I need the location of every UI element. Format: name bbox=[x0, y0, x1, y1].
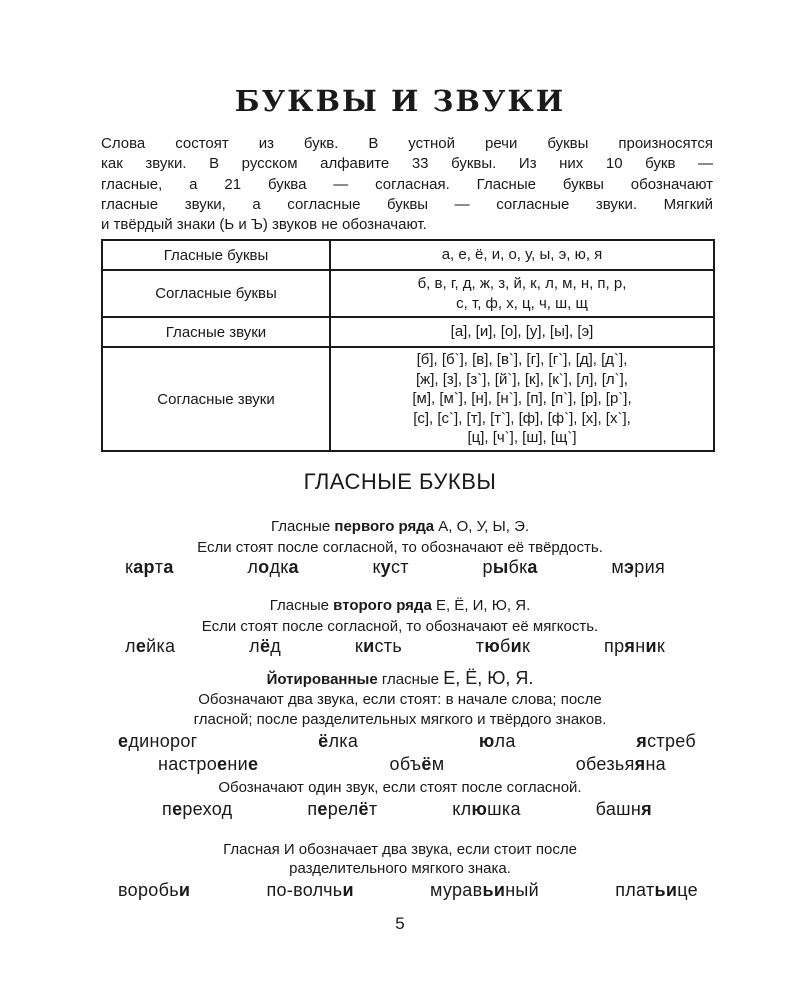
word-part: воробь bbox=[118, 880, 179, 900]
word-part: ный bbox=[505, 880, 540, 900]
word-part: м bbox=[611, 557, 625, 577]
word-part: реход bbox=[182, 799, 233, 819]
highlighted-letter: ю bbox=[484, 636, 501, 656]
word-part: рия bbox=[634, 557, 665, 577]
example-word bbox=[158, 754, 258, 775]
highlighted-letter: ё bbox=[358, 799, 369, 819]
first-row-bold: первого ряда bbox=[334, 518, 435, 535]
intro-line: гласные, а 21 буква — согласная. Гласные буквы обозначают bbox=[101, 175, 713, 193]
example-word bbox=[307, 799, 377, 820]
intro-line: гласные звуки, а согласные буквы — согласные звуки. Мягкий bbox=[101, 195, 713, 213]
intro-line: и твёрдый знаки (Ь и Ъ) звуков не обозначают. bbox=[101, 216, 427, 234]
highlighted-letter: э bbox=[624, 557, 635, 577]
example-word bbox=[372, 557, 408, 578]
highlighted-letter: ю bbox=[471, 799, 488, 819]
first-row-pre: Гласные bbox=[270, 518, 335, 535]
example-word bbox=[615, 880, 698, 901]
word-part: лка bbox=[328, 731, 359, 751]
word-part: шка bbox=[487, 799, 521, 819]
highlighted-letter: ю bbox=[478, 731, 495, 751]
word-part: це bbox=[677, 880, 698, 900]
table-row bbox=[102, 240, 714, 270]
value-line: [с], [с`], [т], [т`], [ф], [ф`], [х], [х`], bbox=[413, 409, 631, 427]
intro-line: Слова состоят из букв. В устной речи буквы произносятся bbox=[101, 135, 713, 152]
value-line: б, в, г, д, ж, з, й, к, л, м, н, п, р, bbox=[417, 275, 627, 292]
value-line: [м], [м`], [н], [н`], [п], [п`], [р], [р`], bbox=[412, 390, 632, 408]
word-part: рел bbox=[327, 799, 359, 819]
highlighted-letter: а bbox=[288, 557, 299, 577]
word-part: к bbox=[522, 636, 531, 656]
example-word bbox=[596, 799, 652, 820]
word-part: ст bbox=[390, 557, 409, 577]
example-word bbox=[390, 754, 445, 775]
word-part: к bbox=[372, 557, 381, 577]
example-word bbox=[452, 799, 521, 820]
word-part: на bbox=[645, 754, 666, 774]
table-row bbox=[102, 317, 714, 347]
highlighted-letter: ьи bbox=[482, 880, 506, 900]
word-part: т bbox=[368, 799, 378, 819]
word-part: пр bbox=[604, 636, 625, 656]
row-values bbox=[330, 240, 714, 270]
word-part: д bbox=[270, 636, 282, 656]
word-part: башн bbox=[595, 799, 642, 819]
word-part: динорог bbox=[128, 731, 198, 751]
table-row bbox=[102, 270, 714, 317]
word-part: настро bbox=[158, 754, 218, 774]
example-word bbox=[430, 880, 539, 901]
example-word bbox=[247, 557, 298, 578]
highlighted-letter: и bbox=[178, 880, 191, 900]
row-values bbox=[330, 347, 714, 451]
letters-sounds-table bbox=[101, 239, 715, 452]
i-rule-line: Гласная И обозначает два звука, если стоит после bbox=[223, 841, 577, 858]
iotated-letters: Е, Ё, Ю, Я. bbox=[443, 668, 534, 688]
word-part: к bbox=[656, 636, 665, 656]
word-part: мурав bbox=[429, 880, 483, 900]
example-word bbox=[318, 731, 358, 752]
word-part: плат bbox=[615, 880, 655, 900]
highlighted-letter: я bbox=[636, 731, 648, 751]
highlighted-letter: а bbox=[527, 557, 538, 577]
value-line: а, е, ё, и, о, у, ы, э, ю, я bbox=[441, 246, 603, 264]
highlighted-letter: е bbox=[217, 754, 228, 774]
value-line: [ц], [ч`], [ш], [щ`] bbox=[467, 429, 577, 447]
iotated-rule-line: Обозначают два звука, если стоят: в начале слова; после bbox=[198, 691, 602, 708]
intro-line: как звуки. В русском алфавите 33 буквы. Из них 10 букв — bbox=[101, 155, 713, 173]
word-part: йка bbox=[146, 636, 176, 656]
iotated-words-row bbox=[162, 799, 652, 820]
highlighted-letter: и bbox=[363, 636, 375, 656]
first-row-line bbox=[0, 518, 800, 535]
example-word bbox=[355, 636, 402, 657]
highlighted-letter: е bbox=[317, 799, 328, 819]
example-word bbox=[118, 880, 190, 901]
highlighted-letter: и bbox=[645, 636, 657, 656]
table-row bbox=[102, 347, 714, 451]
example-word bbox=[479, 731, 516, 752]
word-part: п bbox=[307, 799, 318, 819]
i-rule-words bbox=[118, 880, 698, 901]
example-word bbox=[249, 636, 281, 657]
highlighted-letter: у bbox=[380, 557, 391, 577]
highlighted-letter: е bbox=[247, 754, 259, 774]
word-part: кл bbox=[452, 799, 472, 819]
highlighted-letter: и bbox=[342, 880, 354, 900]
example-word bbox=[636, 731, 696, 752]
intro-paragraph bbox=[101, 134, 713, 235]
word-part: бк bbox=[508, 557, 528, 577]
word-part: к bbox=[354, 636, 364, 656]
highlighted-letter: е bbox=[135, 636, 147, 656]
example-word bbox=[118, 731, 198, 752]
highlighted-letter: ё bbox=[259, 636, 271, 656]
highlighted-letter: и bbox=[510, 636, 523, 656]
second-row-pre: Гласные bbox=[269, 597, 334, 614]
section-heading: ГЛАСНЫЕ БУКВЫ bbox=[303, 469, 497, 494]
example-word bbox=[611, 557, 665, 578]
first-row-rule: Если стоят после согласной, то обозначают её твёрдость. bbox=[197, 539, 603, 556]
word-part: л bbox=[249, 636, 260, 656]
second-row-words bbox=[125, 636, 665, 657]
i-rule-line: разделительного мягкого знака. bbox=[289, 860, 511, 877]
row-label: Гласные буквы bbox=[102, 240, 330, 270]
word-part: н bbox=[635, 636, 646, 656]
word-part: сть bbox=[374, 636, 402, 656]
example-word bbox=[483, 557, 538, 578]
word-part: стреб bbox=[647, 731, 696, 751]
word-part: к bbox=[125, 557, 134, 577]
second-row-post: Е, Ё, И, Ю, Я. bbox=[431, 597, 531, 614]
word-part: объ bbox=[389, 754, 422, 774]
word-part: л bbox=[247, 557, 259, 577]
highlighted-letter: а bbox=[163, 557, 174, 577]
example-word bbox=[266, 880, 353, 901]
word-part: т bbox=[475, 636, 485, 656]
value-line: [а], [и], [о], [у], [ы], [э] bbox=[450, 323, 594, 341]
word-part: по-волчь bbox=[266, 880, 343, 900]
highlighted-letter: ар bbox=[133, 557, 155, 577]
word-part: б bbox=[500, 636, 511, 656]
row-label: Согласные звуки bbox=[102, 347, 330, 451]
example-word bbox=[476, 636, 530, 657]
row-label: Согласные буквы bbox=[102, 270, 330, 317]
highlighted-letter: ы bbox=[492, 557, 509, 577]
word-part: п bbox=[162, 799, 173, 819]
highlighted-letter: ё bbox=[421, 754, 432, 774]
page-title: БУКВЫ И ЗВУКИ bbox=[234, 84, 566, 118]
first-row-words bbox=[125, 557, 665, 578]
word-part: ни bbox=[227, 754, 248, 774]
one-sound-rule: Обозначают один звук, если стоят после согласной. bbox=[218, 779, 582, 796]
example-word bbox=[604, 636, 665, 657]
iotated-bold: Йотированные bbox=[266, 671, 378, 688]
word-part: обезья bbox=[575, 754, 635, 774]
highlighted-letter: ьи bbox=[654, 880, 678, 900]
iotated-line bbox=[0, 668, 800, 689]
word-part: ла bbox=[494, 731, 516, 751]
highlighted-letter: я bbox=[641, 799, 652, 819]
word-part: л bbox=[125, 636, 136, 656]
iotated-words-row bbox=[118, 731, 696, 752]
second-row-bold: второго ряда bbox=[333, 597, 432, 614]
highlighted-letter: о bbox=[258, 557, 270, 577]
row-values bbox=[330, 270, 714, 317]
first-row-post: А, О, У, Ы, Э. bbox=[434, 518, 530, 535]
second-row-rule: Если стоят после согласной, то обозначают её мягкость. bbox=[201, 618, 599, 635]
example-word bbox=[162, 799, 232, 820]
iotated-post: гласные bbox=[377, 671, 444, 688]
second-row-line bbox=[0, 597, 800, 614]
page-number: 5 bbox=[395, 914, 405, 933]
iotated-words-row bbox=[158, 754, 666, 775]
word-part: дк bbox=[269, 557, 289, 577]
value-line: с, т, ф, х, ц, ч, ш, щ bbox=[456, 294, 588, 312]
value-line: [б], [б`], [в], [в`], [г], [г`], [д], [д`], bbox=[416, 351, 628, 369]
example-word bbox=[125, 636, 175, 657]
highlighted-letter: е bbox=[172, 799, 183, 819]
highlighted-letter: ё bbox=[318, 731, 329, 751]
example-word bbox=[576, 754, 666, 775]
highlighted-letter: я bbox=[624, 636, 636, 656]
highlighted-letter: я bbox=[634, 754, 646, 774]
example-word bbox=[125, 557, 174, 578]
row-values bbox=[330, 317, 714, 347]
highlighted-letter: е bbox=[118, 731, 129, 751]
row-label: Гласные звуки bbox=[102, 317, 330, 347]
word-part: р bbox=[482, 557, 493, 577]
value-line: [ж], [з], [з`], [й`], [к], [к`], [л], [л`], bbox=[416, 370, 628, 388]
iotated-rule-line: гласной; после разделительных мягкого и твёрдого знаков. bbox=[193, 711, 607, 728]
word-part: м bbox=[431, 754, 445, 774]
word-part: т bbox=[154, 557, 164, 577]
